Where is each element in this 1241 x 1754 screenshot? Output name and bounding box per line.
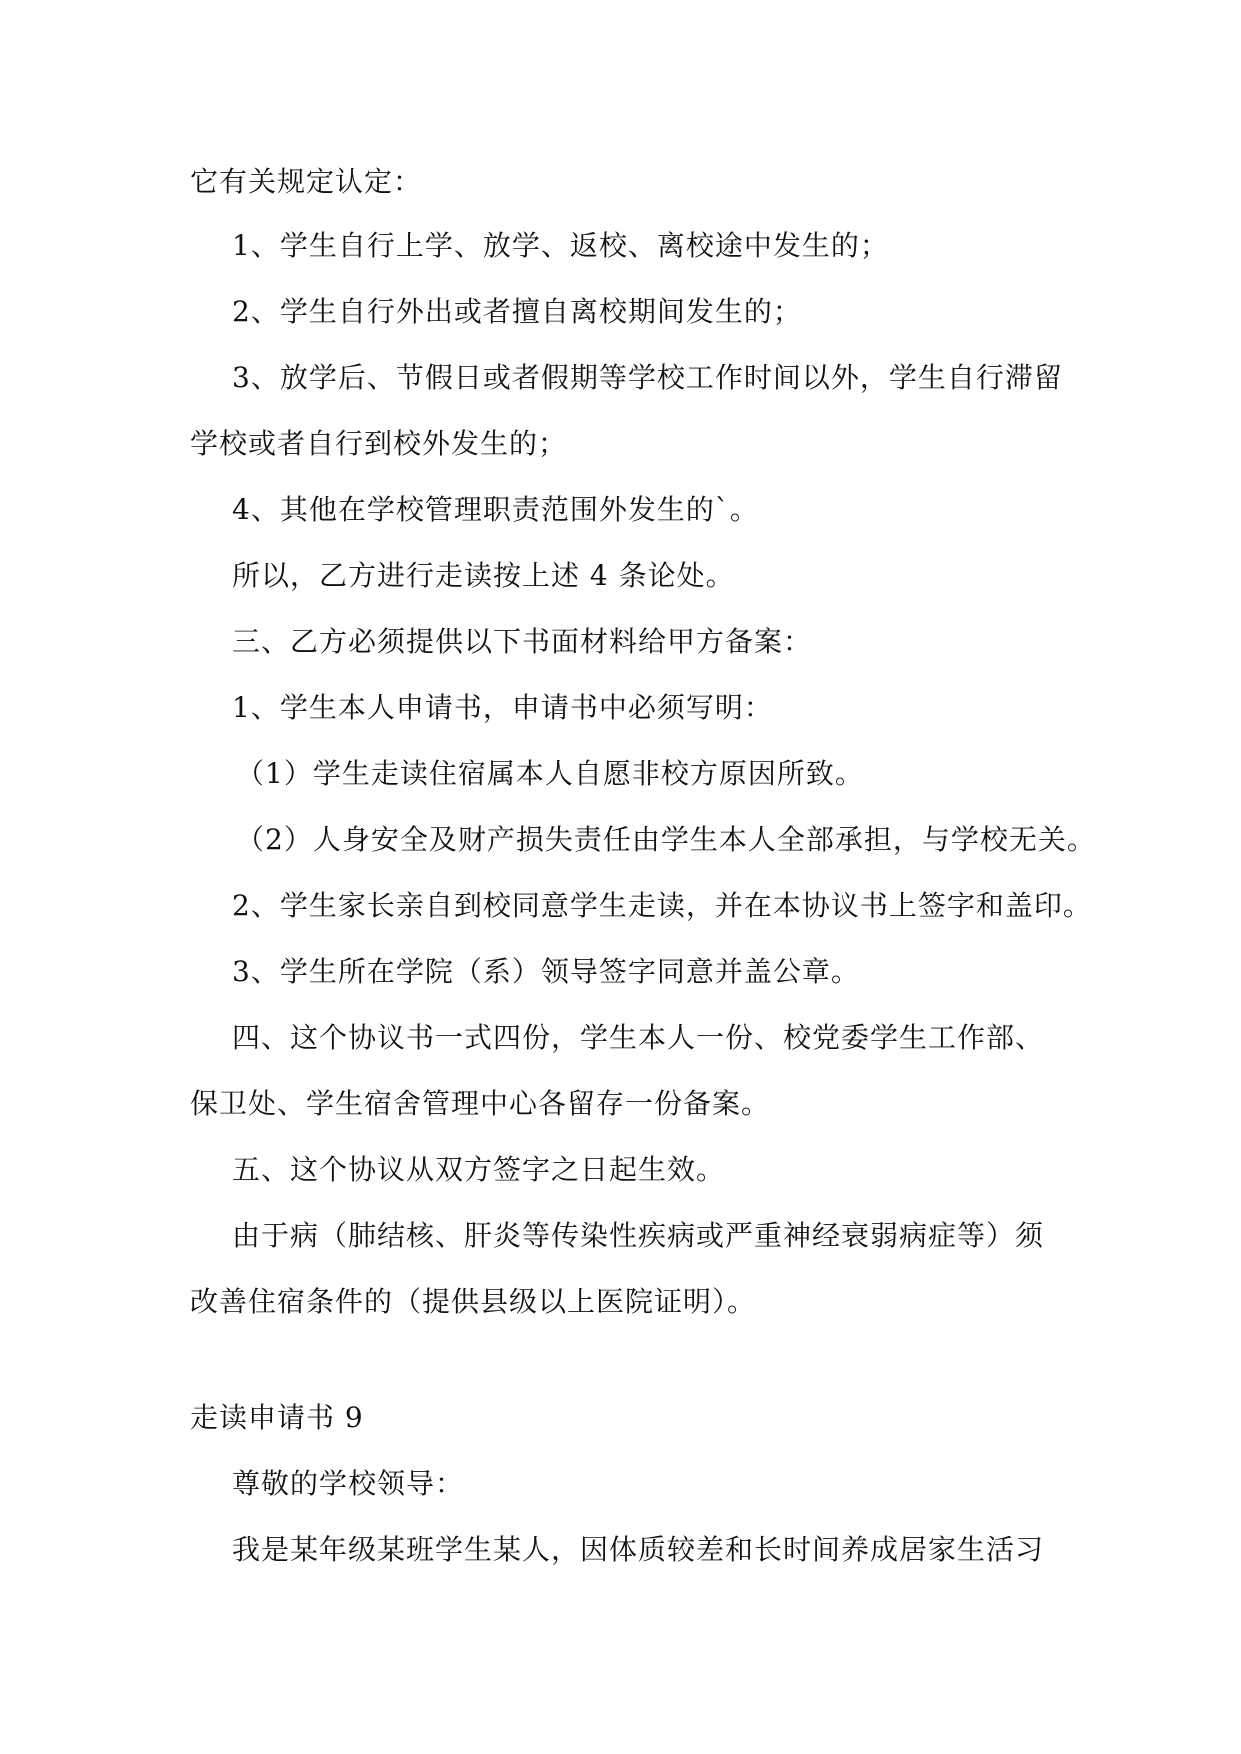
salutation: 尊敬的学校领导： <box>232 1467 465 1500</box>
list-item: 3、放学后、节假日或者假期等学校工作时间以外，学生自行滞留 <box>232 361 1063 394</box>
list-item: 1、学生本人申请书，申请书中必须写明： <box>232 691 773 724</box>
list-item: 2、学生家长亲自到校同意学生走读，并在本协议书上签字和盖印。 <box>232 889 1092 922</box>
list-item: 2、学生自行外出或者擅自离校期间发生的； <box>232 295 802 328</box>
paragraph-continuation: 保卫处、学生宿舍管理中心各留存一份备案。 <box>190 1087 771 1120</box>
sub-list-item: （1）学生走读住宿属本人自愿非校方原因所致。 <box>236 757 864 790</box>
paragraph-continuation: 学校或者自行到校外发生的； <box>190 427 568 460</box>
document-title: 走读申请书 9 <box>190 1401 364 1434</box>
list-item: 4、其他在学校管理职责范围外发生的`。 <box>232 493 759 526</box>
section-heading: 四、这个协议书一式四份，学生本人一份、校党委学生工作部、 <box>232 1021 1045 1054</box>
list-item: 1、学生自行上学、放学、返校、离校途中发生的； <box>232 229 889 262</box>
sub-list-item: （2）人身安全及财产损失责任由学生本人全部承担，与学校无关。 <box>236 823 1096 856</box>
paragraph: 所以，乙方进行走读按上述 4 条论处。 <box>232 559 735 592</box>
section-heading: 三、乙方必须提供以下书面材料给甲方备案： <box>232 625 813 658</box>
paragraph-continuation: 它有关规定认定： <box>190 165 423 198</box>
paragraph: 我是某年级某班学生某人，因体质较差和长时间养成居家生活习 <box>232 1533 1045 1566</box>
section-heading: 五、这个协议从双方签字之日起生效。 <box>232 1153 726 1186</box>
paragraph-continuation: 改善住宿条件的（提供县级以上医院证明）。 <box>190 1285 757 1318</box>
list-item: 3、学生所在学院（系）领导签字同意并盖公章。 <box>232 955 860 988</box>
paragraph: 由于病（肺结核、肝炎等传染性疾病或严重神经衰弱病症等）须 <box>232 1219 1045 1252</box>
